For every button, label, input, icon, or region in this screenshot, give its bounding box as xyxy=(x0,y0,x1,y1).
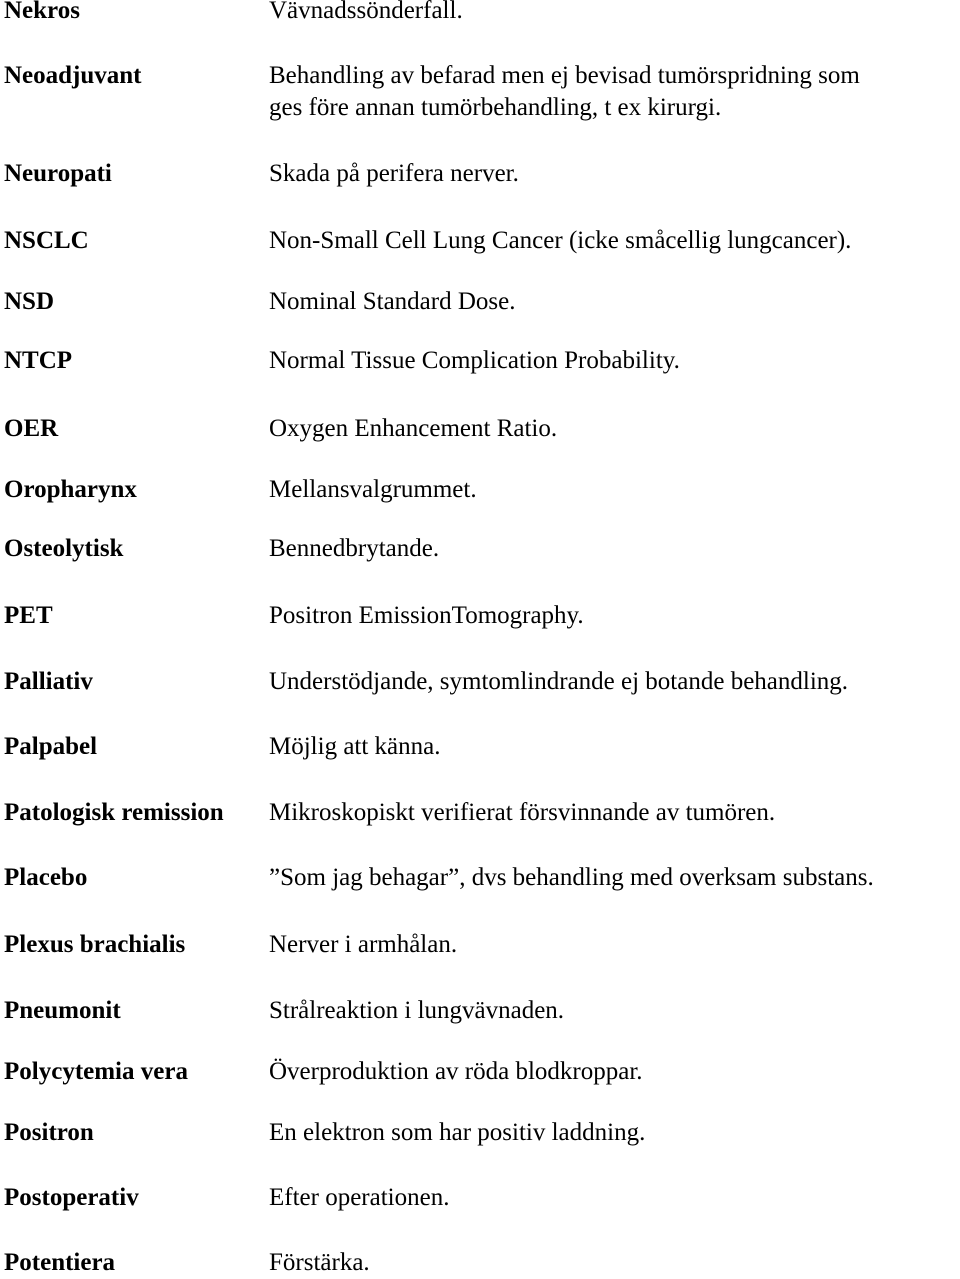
glossary-definition: Efter operationen. xyxy=(269,1184,450,1211)
glossary-term: Potentiera xyxy=(4,1249,116,1276)
glossary-term: Patologisk remission xyxy=(4,799,224,826)
glossary-definition: ”Som jag behagar”, dvs behandling med overksam substans. xyxy=(269,864,874,891)
glossary-definition: Strålreaktion i lungvävnaden. xyxy=(269,997,565,1024)
glossary-term: Nekros xyxy=(4,0,80,24)
glossary-definition: Mellansvalgrummet. xyxy=(269,476,477,503)
glossary-definition: Möjlig att känna. xyxy=(269,733,441,760)
glossary-term: NTCP xyxy=(4,347,73,374)
glossary-term: Palliativ xyxy=(4,668,93,695)
glossary-definition: Positron EmissionTomography. xyxy=(269,602,584,629)
glossary-definition: Nominal Standard Dose. xyxy=(269,288,516,315)
glossary-definition: Vävnadssönderfall. xyxy=(269,0,463,24)
glossary-definition: Understödjande, symtomlindrande ej botande behandling. xyxy=(269,668,849,695)
glossary-definition: En elektron som har positiv laddning. xyxy=(269,1119,646,1146)
glossary-term: Postoperativ xyxy=(4,1184,139,1211)
glossary-definition: Överproduktion av röda blodkroppar. xyxy=(269,1058,643,1085)
glossary-term: Plexus brachialis xyxy=(4,931,186,958)
glossary-term: Placebo xyxy=(4,864,88,891)
glossary-term: NSCLC xyxy=(4,227,89,254)
glossary-definition: Bennedbrytande. xyxy=(269,535,440,562)
glossary-definition: Behandling av befarad men ej bevisad tumörspridning som ges före annan tumörbehandling, t ex kirurgi. xyxy=(269,62,860,121)
glossary-term: NSD xyxy=(4,288,55,315)
glossary-term: Polycytemia vera xyxy=(4,1058,188,1085)
glossary-definition: Förstärka. xyxy=(269,1249,370,1276)
glossary-term: Positron xyxy=(4,1119,94,1146)
glossary-definition: Normal Tissue Complication Probability. xyxy=(269,347,680,374)
glossary-definition: Oxygen Enhancement Ratio. xyxy=(269,415,558,442)
glossary-term: Neuropati xyxy=(4,160,112,187)
glossary-term: Neoadjuvant xyxy=(4,62,142,89)
glossary-term: Pneumonit xyxy=(4,997,121,1024)
glossary-term: PET xyxy=(4,602,53,629)
glossary-definition: Non-Small Cell Lung Cancer (icke småcellig lungcancer). xyxy=(269,227,852,254)
glossary-term: Palpabel xyxy=(4,733,98,760)
glossary-definition: Skada på perifera nerver. xyxy=(269,160,519,187)
glossary-term: Oropharynx xyxy=(4,476,137,503)
glossary-definition: Mikroskopiskt verifierat försvinnande av tumören. xyxy=(269,799,776,826)
glossary-term: Osteolytisk xyxy=(4,535,124,562)
glossary-definition: Nerver i armhålan. xyxy=(269,931,458,958)
glossary-term: OER xyxy=(4,415,59,442)
